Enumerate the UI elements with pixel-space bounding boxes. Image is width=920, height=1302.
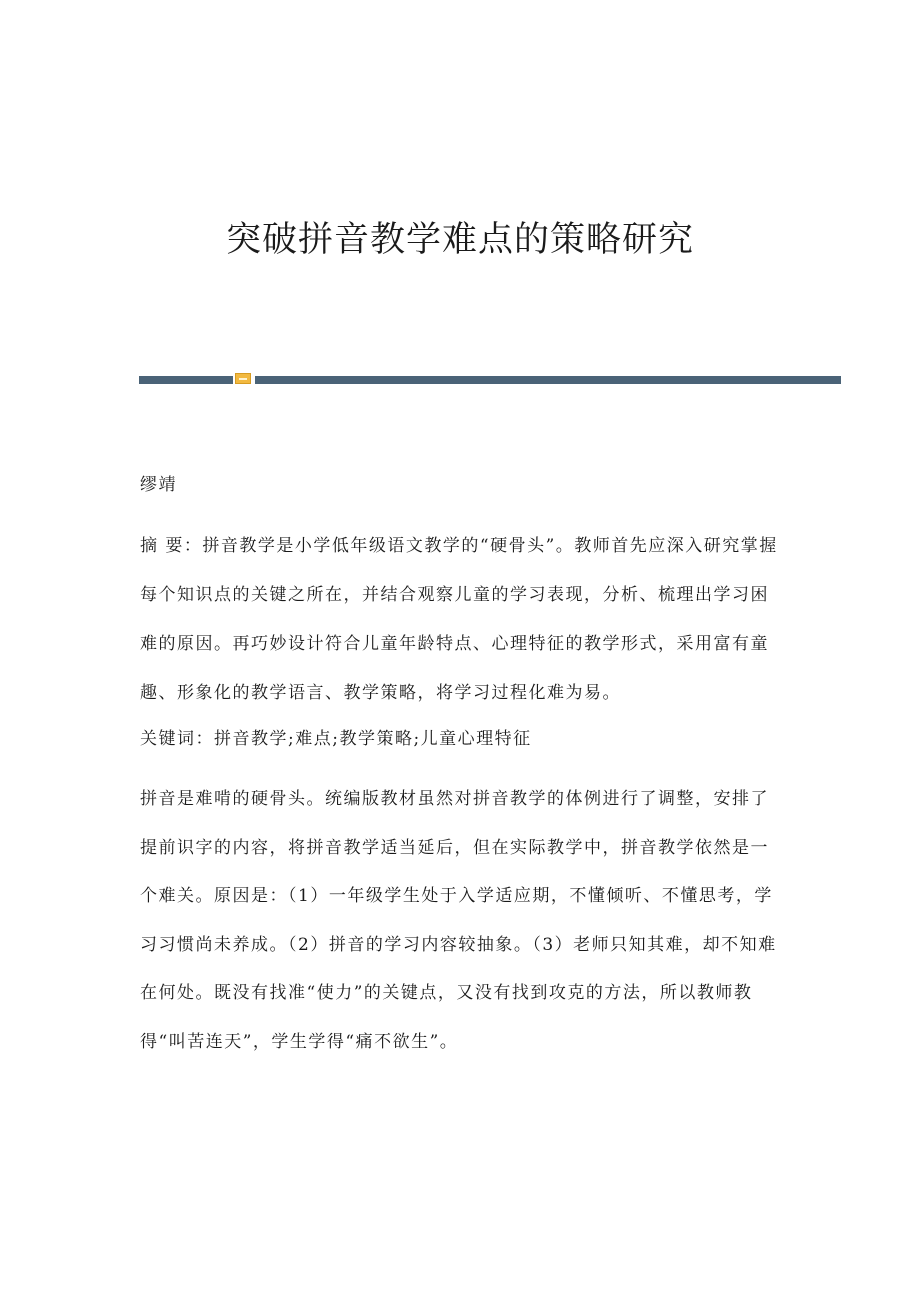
divider-bar-right (255, 376, 841, 384)
keywords-line: 关键词：拼音教学;难点;教学策略;儿童心理特征 (140, 729, 532, 749)
author-name: 缪靖 (140, 475, 177, 495)
abstract-paragraph: 摘 要：拼音教学是小学低年级语文教学的“硬骨头”。教师首先应深入研究掌握每个知识点的关键之所在，并结合观察儿童的学习表现，分析、梳理出学习困难的原因。再巧妙设计符合儿童年龄特点、心理特征的教学形式，采用富有童趣、形象化的教学语言、教学策略，将学习过程化难为易。 (140, 536, 778, 703)
title-divider (139, 372, 841, 386)
divider-bar-left (139, 376, 233, 384)
divider-badge-icon (235, 373, 251, 384)
document-title: 突破拼音教学难点的策略研究 (225, 220, 694, 260)
body-paragraph: 拼音是难啃的硬骨头。统编版教材虽然对拼音教学的体例进行了调整，安排了提前识字的内容，将拼音教学适当延后，但在实际教学中，拼音教学依然是一个难关。原因是：（1）一年级学生处于入学适应期，不懂倾听、不懂思考，学习习惯尚未养成。（2）拼音的学习内容较抽象。（3）老师只知其难，却不知难在何处。既没有找准“使力”的关键点，又没有找到攻克的方法，所以教师教得“叫苦连天”，学生学得“痛不欲生”。 (140, 789, 777, 1052)
